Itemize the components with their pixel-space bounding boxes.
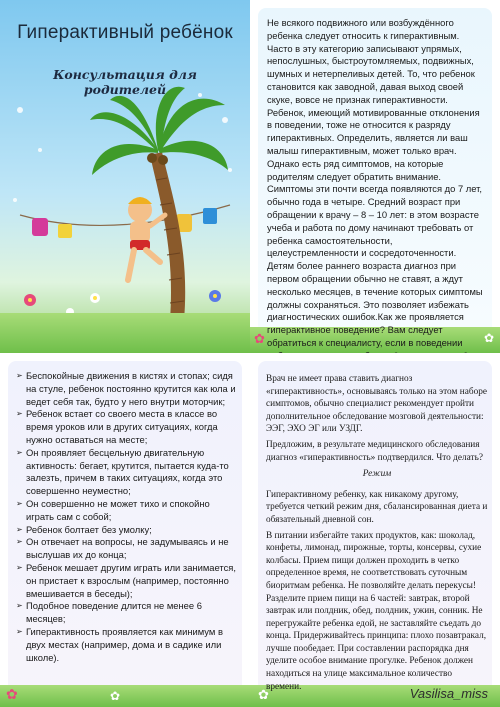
paragraph: Предложим, в результате медицинского обследования диагноз «гиперактивность» подтвердился. Что делать? xyxy=(266,439,483,463)
paragraph: В питании избегайте таких продуктов, как: шоколад, конфеты, лимонад, пирожные, торты, консервы, сухие колбасы. Прием пищи должен проходить в четко определенное время, не соответствовать суточным биоритмам ребенка. Не позволяйте делать перекусы! Разделите прием пищи на 6 частей: завтрак, второй завтрак или полдник, обед, полдник, ужин, сонник. Не перегружайте ребенка едой, не заставляйте съедать до конца. Придерживайтесь принципа: плохо позавтракал, лучше пообедает. При составлении распорядка дня уделите особое внимание прогулке. Ребенок должен находиться на улице максимальное количество времени. xyxy=(266,530,487,692)
regime-text xyxy=(266,373,488,696)
paragraph: Гиперактивному ребенку, как никакому другому, требуется четкий режим дня, сбалансированная диета и обязательный дневной сон. xyxy=(266,489,488,525)
list-item: ➢ Он совершенно не может тихо и спокойно играть сам с собой; xyxy=(16,498,236,524)
cover-illustration xyxy=(0,0,250,353)
intro-text: Не всякого подвижного или возбуждённого ребенка следует относить к гиперактивным. Часто в эту категорию записывают упрямых, непослушных, быстроутомляемых, подвижных, шумных и нетерпеливых детей. То, что ребенок становится как заводной, давая выход своей скуке, вовсе не признак гиперактивности. Ребенок, имеющий мотивированные отклонения в поведении, тоже не относится к разряду гиперактивных. Определить, является ли ваш малыш гиперактивным, может только врач. Однако есть ряд симптомов, на которые родителям следует обратить внимание. Симптомы эти почти всегда появляются до 7 лет, обычно года в четыре. Средний возраст при обращении к врачу – 8 – 10 лет: в этом возрасте учеба и работа по дому начинают требовать от ребенка самостоятельности, целеустремленности и сосредоточенности. Детям более раннего возраста диагноз при первом обращении обычно не ставят, а ждут несколько месяцев, в течение которых симптомы должны сохраняться. Это позволяет избежать диагностических ошибок.Как же проявляется гиперактивное поведение? Вам следует обратиться к специалисту, если в поведении xyxy=(267,17,483,348)
page-subtitle: Консультация для родителей xyxy=(53,67,197,97)
list-item: ➢ Он проявляет бесцельную двигательную активность: бегает, крутится, пытается куда-то залезть, причем в таких ситуациях, когда это совершенно неуместно; xyxy=(16,447,236,498)
flower-icon: ✿ xyxy=(258,687,269,702)
list-item: ➢ Подобное поведение длится не менее 6 месяцев; xyxy=(16,600,236,626)
list-item: ➢ Ребенок встает со своего места в классе во время уроков или в других ситуациях, когда нужно оставаться на месте; xyxy=(16,408,236,446)
watermark: Vasilisa_miss xyxy=(409,686,488,701)
list-item: ➢ Гиперактивность проявляется как минимум в двух местах (например, дома и в садике или школе). xyxy=(16,626,236,664)
list-item: ➢ Ребенок мешает другим играть или занимается, он пристает к взрослым (например, постоянно вмешивается в беседы); xyxy=(16,562,236,600)
flower-icon: ✿ xyxy=(483,331,494,345)
symptoms-panel xyxy=(0,353,250,707)
regime-panel xyxy=(250,353,500,707)
list-item: ➢ Беспокойные движения в кистях и стопах; сидя на стуле, ребенок постоянно крутится как юла и ведет себя так, будто у него внутри моторчик; xyxy=(16,370,236,408)
section-title: Режим xyxy=(362,469,392,480)
list-item: ➢ Он отвечает на вопросы, не задумываясь и не выслушав их до конца; xyxy=(16,536,236,562)
cover-panel xyxy=(0,0,250,353)
paragraph: Врач не имеет права ставить диагноз «гиперактивность», основываясь только на этом наборе симптомов, обычно специалист рекомендует пройти дополнительное обследование мозговой деятельности: ЭЭГ, ЭХО ЭГ или УЗДГ. xyxy=(266,374,487,435)
grass-strip xyxy=(0,685,250,707)
page-title: Гиперактивный ребёнок xyxy=(17,22,233,43)
intro-panel xyxy=(250,0,500,353)
flower-icon: ✿ xyxy=(254,331,265,346)
flower-icon: ✿ xyxy=(6,686,18,702)
list-item: ➢ Ребенок болтает без умолку; xyxy=(16,524,236,537)
flower-icon: ✿ xyxy=(110,689,121,703)
grass-strip xyxy=(0,313,250,353)
symptom-list xyxy=(16,370,236,664)
